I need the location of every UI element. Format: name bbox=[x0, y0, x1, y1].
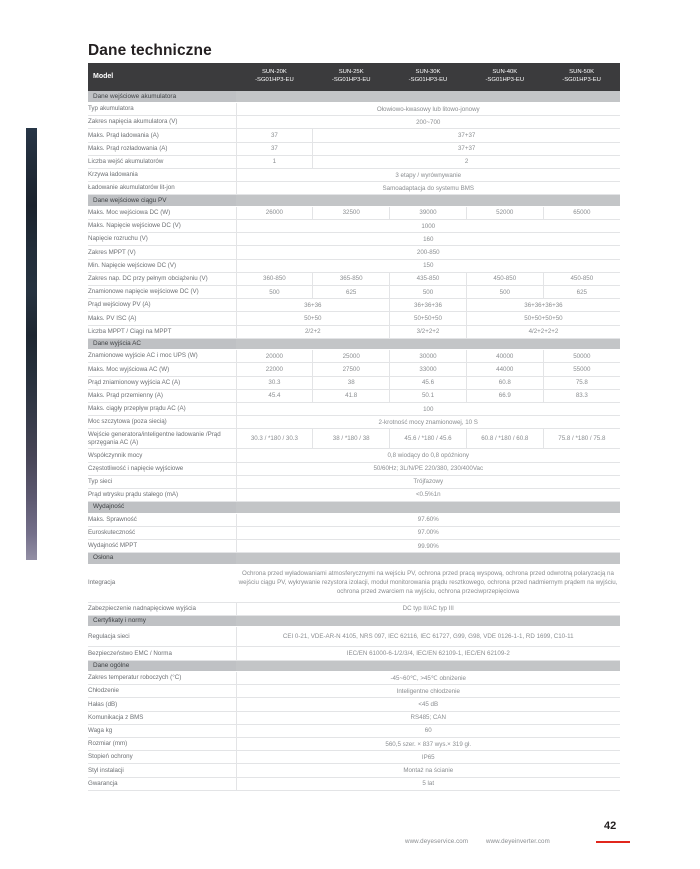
row-value: 435-850 bbox=[390, 272, 467, 285]
row-label: Zakres MPPT (V) bbox=[88, 246, 236, 259]
row-label: Liczba wejść akumulatorów bbox=[88, 155, 236, 168]
section-header-row bbox=[88, 195, 620, 207]
row-label: Znamionowe wyjście AC i moc UPS (W) bbox=[88, 350, 236, 363]
row-value: 45.4 bbox=[236, 389, 313, 402]
model-name: SUN-40K bbox=[492, 69, 518, 76]
row-value: 0,8 wiodący do 0,8 opóźniony bbox=[236, 449, 620, 462]
section-header-row bbox=[88, 615, 620, 627]
row-value: Trójfazowy bbox=[236, 475, 620, 488]
row-value: 50+50+50+50 bbox=[466, 312, 620, 325]
row-value: 60 bbox=[236, 724, 620, 737]
table-row bbox=[88, 325, 620, 338]
row-label: Zakres nap. DC przy pełnym obciążeniu (V) bbox=[88, 272, 236, 285]
row-value: CEI 0-21, VDE-AR-N 4105, NRS 097, IEC 62116, IEC 61727, G99, G98, VDE 0126-1-1, RD 1699, C10-11 bbox=[236, 627, 620, 647]
row-label: Zakres napięcia akumulatora (V) bbox=[88, 116, 236, 129]
row-value: 30.3 bbox=[236, 376, 313, 389]
row-label: Maks. Moc wejściowa DC (W) bbox=[88, 206, 236, 219]
row-label: Napięcie rozruchu (V) bbox=[88, 233, 236, 246]
row-label: Ładowanie akumulatorów lit-jon bbox=[88, 182, 236, 195]
row-value: RS485; CAN bbox=[236, 711, 620, 724]
row-label: Wydajność MPPT bbox=[88, 539, 236, 552]
table-row bbox=[88, 564, 620, 602]
table-row bbox=[88, 711, 620, 724]
table-row bbox=[88, 475, 620, 488]
row-value: Montaż na ścianie bbox=[236, 764, 620, 777]
row-value: 37+37 bbox=[313, 129, 620, 142]
table-row bbox=[88, 698, 620, 711]
section-header-fill bbox=[236, 91, 620, 103]
row-value: 40000 bbox=[466, 350, 543, 363]
row-value: 25000 bbox=[313, 350, 390, 363]
row-value: <45 dB bbox=[236, 698, 620, 711]
section-title: Dane ogólne bbox=[88, 660, 236, 672]
row-label: Stopień ochrony bbox=[88, 751, 236, 764]
table-header-row bbox=[88, 63, 620, 91]
row-label: Typ sieci bbox=[88, 475, 236, 488]
section-title: Wydajność bbox=[88, 502, 236, 514]
row-value: 365-850 bbox=[313, 272, 390, 285]
row-value: 500 bbox=[466, 285, 543, 298]
row-value: 37 bbox=[236, 129, 313, 142]
table-row bbox=[88, 724, 620, 737]
row-label: Częstotliwość i napięcie wyjściowe bbox=[88, 462, 236, 475]
column-header-model-3 bbox=[390, 63, 467, 91]
row-value: 50+50+50 bbox=[390, 312, 467, 325]
table-row bbox=[88, 350, 620, 363]
row-label: Typ akumulatora bbox=[88, 103, 236, 116]
header-model-label: Model bbox=[88, 63, 236, 91]
table-row bbox=[88, 182, 620, 195]
row-value: 66.9 bbox=[466, 389, 543, 402]
model-suffix: -SG01HP3-EU bbox=[485, 77, 525, 83]
row-value: 45.6 / *180 / 45.6 bbox=[390, 429, 467, 449]
row-value: Inteligentne chłodzenie bbox=[236, 685, 620, 698]
row-value: 99.90% bbox=[236, 539, 620, 552]
column-header-model-2 bbox=[313, 63, 390, 91]
table-row bbox=[88, 764, 620, 777]
table-row bbox=[88, 539, 620, 552]
row-label: Rozmiar (mm) bbox=[88, 737, 236, 750]
section-header-fill bbox=[236, 195, 620, 207]
row-value: 100 bbox=[236, 402, 620, 415]
row-label: Krzywa ładowania bbox=[88, 168, 236, 181]
table-row bbox=[88, 272, 620, 285]
row-value: 37 bbox=[236, 142, 313, 155]
row-value: 625 bbox=[543, 285, 620, 298]
row-label: Maks. Moc wyjściowa AC (W) bbox=[88, 363, 236, 376]
table-row bbox=[88, 488, 620, 501]
row-value: 5 lat bbox=[236, 777, 620, 790]
accent-bar bbox=[596, 841, 630, 843]
section-title: Dane wyjścia AC bbox=[88, 338, 236, 350]
row-label: Zabezpieczenie nadnapięciowe wyjścia bbox=[88, 602, 236, 615]
table-row bbox=[88, 299, 620, 312]
row-value: 2 bbox=[313, 155, 620, 168]
row-value: 65000 bbox=[543, 206, 620, 219]
table-row bbox=[88, 220, 620, 233]
row-value: 36+36+36+36 bbox=[466, 299, 620, 312]
row-label: Prąd wtrysku prądu stałego (mA) bbox=[88, 488, 236, 501]
page-title: Dane techniczne bbox=[88, 42, 212, 59]
row-label: Maks. Prąd przemienny (A) bbox=[88, 389, 236, 402]
row-label: Moc szczytowa (poza siecią) bbox=[88, 416, 236, 429]
table-row bbox=[88, 233, 620, 246]
row-value: 20000 bbox=[236, 350, 313, 363]
row-value: 75.8 / *180 / 75.8 bbox=[543, 429, 620, 449]
row-label: Gwarancja bbox=[88, 777, 236, 790]
row-value: 50.1 bbox=[390, 389, 467, 402]
column-header-model-1 bbox=[236, 63, 313, 91]
row-value: DC typ II/AC typ III bbox=[236, 602, 620, 615]
table-row bbox=[88, 363, 620, 376]
row-value: Samoadaptacja do systemu BMS bbox=[236, 182, 620, 195]
page-number: 42 bbox=[604, 820, 617, 832]
row-value: Ołowiowo-kwasowy lub litowo-jonowy bbox=[236, 103, 620, 116]
table-row bbox=[88, 602, 620, 615]
table-row bbox=[88, 526, 620, 539]
row-label: Integracja bbox=[88, 564, 236, 602]
row-value: 37+37 bbox=[313, 142, 620, 155]
specifications-table bbox=[88, 63, 620, 791]
table-row bbox=[88, 429, 620, 449]
row-value: 33000 bbox=[390, 363, 467, 376]
row-value: 60.8 / *180 / 60.8 bbox=[466, 429, 543, 449]
section-header-row bbox=[88, 338, 620, 350]
section-header-fill bbox=[236, 615, 620, 627]
row-label: Prąd zniamionowy wyjścia AC (A) bbox=[88, 376, 236, 389]
table-row bbox=[88, 103, 620, 116]
row-value: 97.00% bbox=[236, 526, 620, 539]
section-header-fill bbox=[236, 502, 620, 514]
row-label: Liczba MPPT / Ciągi na MPPT bbox=[88, 325, 236, 338]
table-row bbox=[88, 777, 620, 790]
row-label: Komunikacja z BMS bbox=[88, 711, 236, 724]
table-row bbox=[88, 751, 620, 764]
table-row bbox=[88, 168, 620, 181]
model-suffix: -SG01HP3-EU bbox=[331, 77, 371, 83]
footer-links bbox=[405, 838, 566, 845]
row-value: 97.60% bbox=[236, 513, 620, 526]
row-value: 450-850 bbox=[466, 272, 543, 285]
section-header-fill bbox=[236, 660, 620, 672]
table-row bbox=[88, 116, 620, 129]
row-value: 1 bbox=[236, 155, 313, 168]
table-row bbox=[88, 142, 620, 155]
table-row bbox=[88, 129, 620, 142]
row-value: 22000 bbox=[236, 363, 313, 376]
row-value: 500 bbox=[236, 285, 313, 298]
row-value: 150 bbox=[236, 259, 620, 272]
row-value: 38 / *180 / 38 bbox=[313, 429, 390, 449]
table-row bbox=[88, 416, 620, 429]
row-value: 1000 bbox=[236, 220, 620, 233]
table-row bbox=[88, 389, 620, 402]
service-url[interactable]: www.deyeservice.com bbox=[405, 838, 469, 845]
table-row bbox=[88, 672, 620, 685]
row-value: 360-850 bbox=[236, 272, 313, 285]
model-suffix: -SG01HP3-EU bbox=[255, 77, 294, 83]
row-label: Euroskuteczność bbox=[88, 526, 236, 539]
table-row bbox=[88, 627, 620, 647]
row-value: 450-850 bbox=[543, 272, 620, 285]
row-value: 45.6 bbox=[390, 376, 467, 389]
table-row bbox=[88, 402, 620, 415]
row-value: Ochrona przed wyładowaniami atmosferycznymi na wejściu PV, ochrona przed pracą wyspową, ochrona przed odwrotną polaryzacją na wejściu ciągu PV, wykrywanie rezystora izolacji, moduł monitorowania prądu resztkowego, ochrona przed nadmiernym prądem na wyjściu, ochrona przed zwarciem na wyjściu, ochrona przeciwprzepięciowa bbox=[236, 564, 620, 602]
table-row bbox=[88, 737, 620, 750]
row-label: Wejście generatora/inteligentne ładowanie /Prąd sprzęgania AC (A) bbox=[88, 429, 236, 449]
row-value: 41.8 bbox=[313, 389, 390, 402]
section-title: Dane wejściowe akumulatora bbox=[88, 91, 236, 103]
row-label: Współczynnik mocy bbox=[88, 449, 236, 462]
section-title: Osłona bbox=[88, 553, 236, 565]
model-name: SUN-50K bbox=[569, 69, 595, 76]
table-row bbox=[88, 285, 620, 298]
section-header-row bbox=[88, 660, 620, 672]
row-value: 200-850 bbox=[236, 246, 620, 259]
row-value: 50/60Hz; 3L/N/PE 220/380, 230/400Vac bbox=[236, 462, 620, 475]
table-row bbox=[88, 312, 620, 325]
row-label: Min. Napięcie wejściowe DC (V) bbox=[88, 259, 236, 272]
row-value: IEC/EN 61000-6-1/2/3/4, IEC/EN 62109-1, IEC/EN 62109-2 bbox=[236, 647, 620, 660]
row-value: 83.3 bbox=[543, 389, 620, 402]
table-row bbox=[88, 685, 620, 698]
table-row bbox=[88, 206, 620, 219]
row-value: 36+36 bbox=[236, 299, 390, 312]
model-suffix: -SG01HP3-EU bbox=[562, 77, 601, 83]
row-label: Regulacja sieci bbox=[88, 627, 236, 647]
row-value: 50+50 bbox=[236, 312, 390, 325]
section-title: Certyfikaty i normy bbox=[88, 615, 236, 627]
inverter-url[interactable]: www.deyeinverter.com bbox=[485, 838, 550, 845]
column-header-model-4 bbox=[466, 63, 543, 91]
table-row bbox=[88, 647, 620, 660]
row-value: 2/2+2 bbox=[236, 325, 390, 338]
row-label: Maks. PV ISC (A) bbox=[88, 312, 236, 325]
row-value: 560,5 szer. × 837 wys.× 319 gł. bbox=[236, 737, 620, 750]
model-name: SUN-20K bbox=[261, 69, 287, 76]
row-value: <0.5%1n bbox=[236, 488, 620, 501]
row-value: 3 etapy / wyrównywanie bbox=[236, 168, 620, 181]
column-header-model-5 bbox=[543, 63, 620, 91]
model-name: SUN-25K bbox=[338, 69, 364, 76]
row-label: Chłodzenie bbox=[88, 685, 236, 698]
row-label: Bezpieczeństwo EMC / Norma bbox=[88, 647, 236, 660]
row-value: 30000 bbox=[390, 350, 467, 363]
row-label: Waga kg bbox=[88, 724, 236, 737]
section-title: Dane wejściowe ciągu PV bbox=[88, 195, 236, 207]
row-value: 2-krotność mocy znamionowej, 10 S bbox=[236, 416, 620, 429]
table-row bbox=[88, 246, 620, 259]
table-row bbox=[88, 449, 620, 462]
row-label: Maks. Napięcie wejściowe DC (V) bbox=[88, 220, 236, 233]
row-value: 36+36+36 bbox=[390, 299, 467, 312]
section-header-fill bbox=[236, 338, 620, 350]
row-value: 50000 bbox=[543, 350, 620, 363]
row-value: 26000 bbox=[236, 206, 313, 219]
table-row bbox=[88, 513, 620, 526]
row-value: 500 bbox=[390, 285, 467, 298]
row-label: Styl instalacji bbox=[88, 764, 236, 777]
row-value: 44000 bbox=[466, 363, 543, 376]
row-value: IP65 bbox=[236, 751, 620, 764]
row-value: 625 bbox=[313, 285, 390, 298]
table-row bbox=[88, 462, 620, 475]
table-row bbox=[88, 376, 620, 389]
row-value: 60.8 bbox=[466, 376, 543, 389]
section-header-fill bbox=[236, 553, 620, 565]
section-header-row bbox=[88, 91, 620, 103]
row-label: Prąd wejściowy PV (A) bbox=[88, 299, 236, 312]
row-value: 52000 bbox=[466, 206, 543, 219]
row-label: Zakres temperatur roboczych (°C) bbox=[88, 672, 236, 685]
section-header-row bbox=[88, 553, 620, 565]
row-label: Maks. Sprawność bbox=[88, 513, 236, 526]
row-value: 39000 bbox=[390, 206, 467, 219]
decorative-photo-strip bbox=[26, 128, 37, 560]
row-label: Znamionowe napięcie wejściowe DC (V) bbox=[88, 285, 236, 298]
row-label: Hałas (dB) bbox=[88, 698, 236, 711]
section-header-row bbox=[88, 502, 620, 514]
row-value: 55000 bbox=[543, 363, 620, 376]
row-label: Maks. Prąd rozładowania (A) bbox=[88, 142, 236, 155]
row-value: -45~60℃, >45℃ obniżenie bbox=[236, 672, 620, 685]
table-row bbox=[88, 259, 620, 272]
table-row bbox=[88, 155, 620, 168]
row-value: 4/2+2+2+2 bbox=[466, 325, 620, 338]
row-value: 30.3 / *180 / 30.3 bbox=[236, 429, 313, 449]
model-name: SUN-30K bbox=[415, 69, 441, 76]
row-value: 200~700 bbox=[236, 116, 620, 129]
row-label: Maks. Prąd ładowania (A) bbox=[88, 129, 236, 142]
row-value: 160 bbox=[236, 233, 620, 246]
row-label: Maks. ciągły przepływ prądu AC (A) bbox=[88, 402, 236, 415]
row-value: 75.8 bbox=[543, 376, 620, 389]
row-value: 32500 bbox=[313, 206, 390, 219]
row-value: 38 bbox=[313, 376, 390, 389]
model-suffix: -SG01HP3-EU bbox=[408, 77, 448, 83]
row-value: 27500 bbox=[313, 363, 390, 376]
row-value: 3/2+2+2 bbox=[390, 325, 467, 338]
